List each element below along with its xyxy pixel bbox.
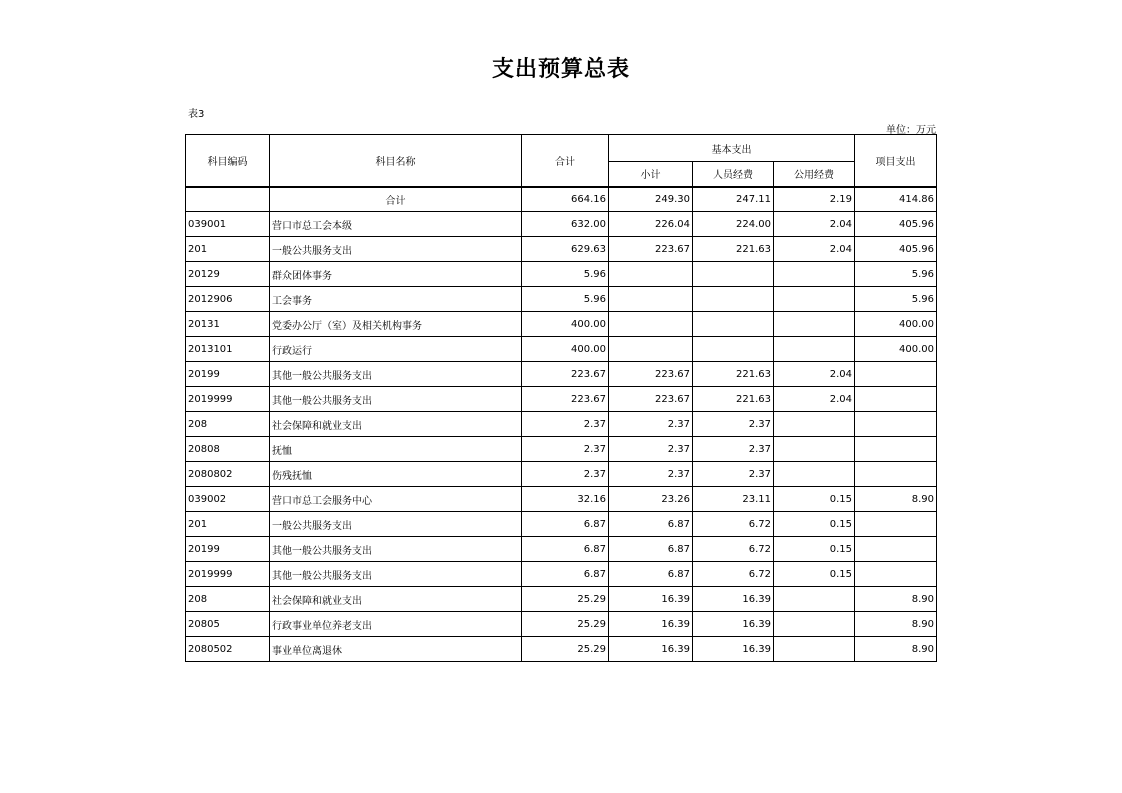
total-cell: 223.67 — [522, 387, 609, 412]
header-project: 项目支出 — [855, 135, 937, 187]
table-row — [186, 287, 937, 312]
name-cell: 社会保障和就业支出 — [270, 587, 522, 612]
name-cell: 伤残抚恤 — [270, 462, 522, 487]
table-number: 表3 — [188, 109, 205, 120]
total-cell: 6.87 — [522, 562, 609, 587]
table-body — [186, 187, 937, 662]
total-cell: 400.00 — [522, 337, 609, 362]
total-cell: 25.29 — [522, 612, 609, 637]
subtotal-cell: 223.67 — [609, 362, 693, 387]
project-cell — [855, 362, 937, 387]
total-cell: 5.96 — [522, 262, 609, 287]
personnel-cell: 6.72 — [693, 562, 774, 587]
total-cell: 25.29 — [522, 637, 609, 662]
project-cell — [855, 512, 937, 537]
public-cell: 2.04 — [774, 362, 855, 387]
table-row — [186, 612, 937, 637]
table-row — [186, 637, 937, 662]
project-cell: 405.96 — [855, 212, 937, 237]
header-basic: 基本支出 — [609, 135, 855, 162]
project-cell: 8.90 — [855, 487, 937, 512]
total-cell: 25.29 — [522, 587, 609, 612]
name-cell: 其他一般公共服务支出 — [270, 387, 522, 412]
code-cell: 2080502 — [186, 637, 270, 662]
total-cell: 400.00 — [522, 312, 609, 337]
personnel-cell: 6.72 — [693, 537, 774, 562]
subtotal-cell — [609, 312, 693, 337]
code-cell: 20131 — [186, 312, 270, 337]
public-cell — [774, 637, 855, 662]
table-header — [186, 135, 937, 187]
public-cell — [774, 462, 855, 487]
public-cell — [774, 262, 855, 287]
project-cell: 400.00 — [855, 337, 937, 362]
name-cell: 党委办公厅（室）及相关机构事务 — [270, 312, 522, 337]
code-cell: 208 — [186, 412, 270, 437]
code-cell: 2019999 — [186, 562, 270, 587]
name-cell: 其他一般公共服务支出 — [270, 537, 522, 562]
total-cell: 2.37 — [522, 437, 609, 462]
total-cell: 629.63 — [522, 237, 609, 262]
personnel-cell: 221.63 — [693, 387, 774, 412]
personnel-cell: 221.63 — [693, 362, 774, 387]
code-cell: 20199 — [186, 362, 270, 387]
project-cell: 5.96 — [855, 287, 937, 312]
personnel-cell: 2.37 — [693, 462, 774, 487]
project-cell: 5.96 — [855, 262, 937, 287]
code-cell: 2019999 — [186, 387, 270, 412]
table-row — [186, 187, 937, 212]
table-row — [186, 562, 937, 587]
personnel-cell: 224.00 — [693, 212, 774, 237]
table-row — [186, 437, 937, 462]
code-cell: 039002 — [186, 487, 270, 512]
public-cell: 0.15 — [774, 562, 855, 587]
name-cell: 其他一般公共服务支出 — [270, 362, 522, 387]
code-cell: 208 — [186, 587, 270, 612]
code-cell: 2012906 — [186, 287, 270, 312]
table-row — [186, 212, 937, 237]
personnel-cell: 16.39 — [693, 637, 774, 662]
total-cell: 6.87 — [522, 512, 609, 537]
subtotal-cell — [609, 287, 693, 312]
name-cell: 一般公共服务支出 — [270, 237, 522, 262]
code-cell: 20129 — [186, 262, 270, 287]
code-cell: 201 — [186, 237, 270, 262]
name-cell: 营口市总工会本级 — [270, 212, 522, 237]
header-name: 科目名称 — [270, 135, 522, 187]
name-cell: 合计 — [270, 187, 522, 212]
subtotal-cell: 2.37 — [609, 462, 693, 487]
public-cell — [774, 612, 855, 637]
code-cell: 039001 — [186, 212, 270, 237]
header-public: 公用经费 — [774, 162, 855, 187]
subtotal-cell: 223.67 — [609, 237, 693, 262]
personnel-cell — [693, 287, 774, 312]
code-cell: 20199 — [186, 537, 270, 562]
header-total: 合计 — [522, 135, 609, 187]
project-cell — [855, 437, 937, 462]
public-cell: 2.19 — [774, 187, 855, 212]
personnel-cell: 16.39 — [693, 587, 774, 612]
personnel-cell — [693, 262, 774, 287]
total-cell: 2.37 — [522, 462, 609, 487]
unit-label: 单位：万元 — [886, 125, 936, 136]
name-cell: 其他一般公共服务支出 — [270, 562, 522, 587]
project-cell — [855, 537, 937, 562]
code-cell: 20808 — [186, 437, 270, 462]
total-cell: 664.16 — [522, 187, 609, 212]
personnel-cell: 23.11 — [693, 487, 774, 512]
subtotal-cell: 6.87 — [609, 512, 693, 537]
total-cell: 2.37 — [522, 412, 609, 437]
code-cell: 2013101 — [186, 337, 270, 362]
public-cell — [774, 412, 855, 437]
name-cell: 行政事业单位养老支出 — [270, 612, 522, 637]
header-subtotal: 小计 — [609, 162, 693, 187]
personnel-cell: 6.72 — [693, 512, 774, 537]
table-row — [186, 537, 937, 562]
public-cell — [774, 437, 855, 462]
total-cell: 6.87 — [522, 537, 609, 562]
total-cell: 632.00 — [522, 212, 609, 237]
code-cell — [186, 187, 270, 212]
total-cell: 5.96 — [522, 287, 609, 312]
project-cell: 414.86 — [855, 187, 937, 212]
table-row — [186, 512, 937, 537]
name-cell: 营口市总工会服务中心 — [270, 487, 522, 512]
table-row — [186, 262, 937, 287]
personnel-cell: 16.39 — [693, 612, 774, 637]
public-cell — [774, 312, 855, 337]
project-cell — [855, 412, 937, 437]
header-personnel: 人员经费 — [693, 162, 774, 187]
public-cell: 2.04 — [774, 387, 855, 412]
public-cell: 2.04 — [774, 237, 855, 262]
project-cell — [855, 462, 937, 487]
table-row — [186, 237, 937, 262]
table-row — [186, 362, 937, 387]
project-cell: 400.00 — [855, 312, 937, 337]
code-cell: 20805 — [186, 612, 270, 637]
table-row — [186, 337, 937, 362]
subtotal-cell — [609, 262, 693, 287]
subtotal-cell: 6.87 — [609, 562, 693, 587]
budget-table — [185, 134, 937, 662]
personnel-cell — [693, 312, 774, 337]
personnel-cell: 221.63 — [693, 237, 774, 262]
subtotal-cell: 2.37 — [609, 412, 693, 437]
subtotal-cell: 2.37 — [609, 437, 693, 462]
name-cell: 群众团体事务 — [270, 262, 522, 287]
public-cell: 0.15 — [774, 537, 855, 562]
project-cell: 8.90 — [855, 587, 937, 612]
subtotal-cell: 16.39 — [609, 637, 693, 662]
table-row — [186, 487, 937, 512]
table-row — [186, 462, 937, 487]
project-cell: 405.96 — [855, 237, 937, 262]
public-cell — [774, 337, 855, 362]
table-row — [186, 312, 937, 337]
project-cell: 8.90 — [855, 637, 937, 662]
total-cell: 223.67 — [522, 362, 609, 387]
header-code: 科目编码 — [186, 135, 270, 187]
subtotal-cell: 16.39 — [609, 587, 693, 612]
project-cell: 8.90 — [855, 612, 937, 637]
personnel-cell: 247.11 — [693, 187, 774, 212]
name-cell: 事业单位离退休 — [270, 637, 522, 662]
table-row — [186, 387, 937, 412]
page-title: 支出预算总表 — [491, 57, 630, 82]
subtotal-cell: 6.87 — [609, 537, 693, 562]
code-cell: 2080802 — [186, 462, 270, 487]
code-cell: 201 — [186, 512, 270, 537]
personnel-cell — [693, 337, 774, 362]
public-cell: 0.15 — [774, 512, 855, 537]
table-row — [186, 587, 937, 612]
project-cell — [855, 562, 937, 587]
subtotal-cell: 249.30 — [609, 187, 693, 212]
personnel-cell: 2.37 — [693, 412, 774, 437]
public-cell — [774, 587, 855, 612]
public-cell — [774, 287, 855, 312]
personnel-cell: 2.37 — [693, 437, 774, 462]
project-cell — [855, 387, 937, 412]
subtotal-cell: 226.04 — [609, 212, 693, 237]
name-cell: 抚恤 — [270, 437, 522, 462]
name-cell: 行政运行 — [270, 337, 522, 362]
subtotal-cell: 23.26 — [609, 487, 693, 512]
table-row — [186, 412, 937, 437]
total-cell: 32.16 — [522, 487, 609, 512]
subtotal-cell: 223.67 — [609, 387, 693, 412]
public-cell: 2.04 — [774, 212, 855, 237]
name-cell: 工会事务 — [270, 287, 522, 312]
subtotal-cell — [609, 337, 693, 362]
subtotal-cell: 16.39 — [609, 612, 693, 637]
name-cell: 社会保障和就业支出 — [270, 412, 522, 437]
name-cell: 一般公共服务支出 — [270, 512, 522, 537]
public-cell: 0.15 — [774, 487, 855, 512]
